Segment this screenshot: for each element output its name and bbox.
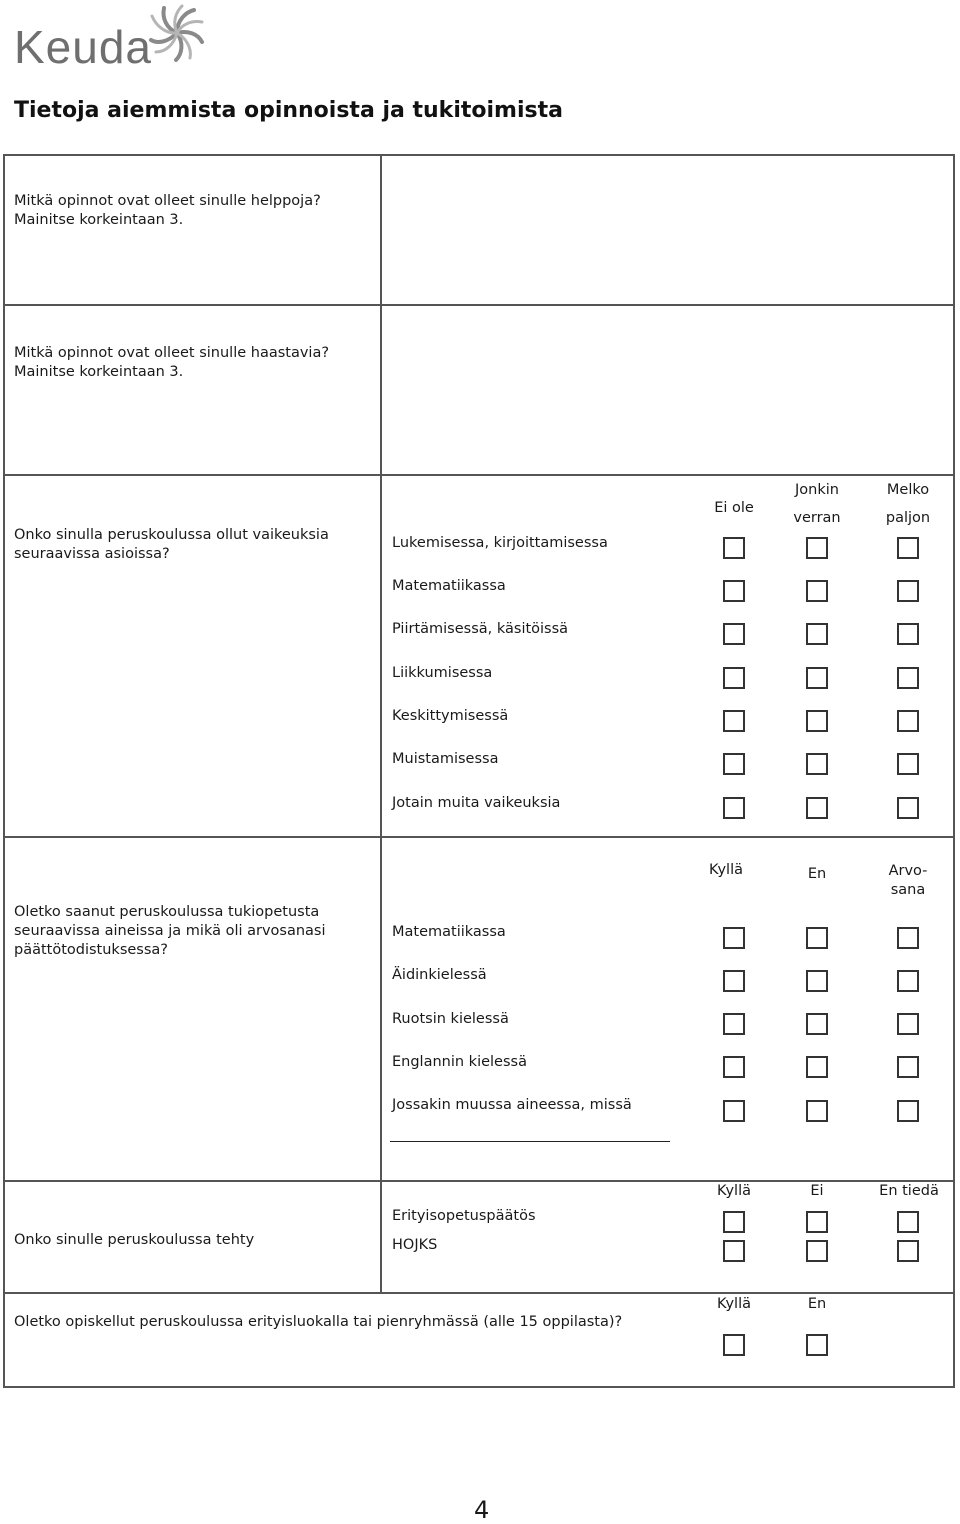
checkbox-jonkin-verran[interactable]: [806, 667, 828, 689]
checkbox-arvosana[interactable]: [897, 970, 919, 992]
checkbox-en[interactable]: [806, 927, 828, 949]
column-header-en-tieda: En tiedä: [879, 1183, 939, 1199]
checkbox-en-tieda[interactable]: [897, 1211, 919, 1233]
checkbox-kylla[interactable]: [723, 1240, 745, 1262]
difficulty-row-label: Keskittymisessä: [392, 708, 509, 724]
checkbox-jonkin-verran[interactable]: [806, 753, 828, 775]
difficulty-row-label: Jotain muita vaikeuksia: [392, 795, 561, 811]
subject-row-label: Ruotsin kielessä: [392, 1011, 509, 1027]
checkbox-arvosana[interactable]: [897, 927, 919, 949]
checkbox-ei-ole[interactable]: [723, 797, 745, 819]
subject-row-label: Jossakin muussa aineessa, missä: [392, 1097, 632, 1113]
row-divider: [3, 1180, 955, 1182]
column-divider: [380, 154, 382, 1294]
checkbox-en[interactable]: [806, 1100, 828, 1122]
checkbox-melko-paljon[interactable]: [897, 537, 919, 559]
checkbox-ei[interactable]: [806, 1240, 828, 1262]
checkbox-arvosana[interactable]: [897, 1100, 919, 1122]
checkbox-kylla[interactable]: [723, 1013, 745, 1035]
checkbox-ei-ole[interactable]: [723, 710, 745, 732]
question-special-class: Oletko opiskellut peruskoulussa erityisluokalla tai pienryhmässä (alle 15 oppilasta)?: [14, 1314, 623, 1330]
checkbox-ei-ole[interactable]: [723, 667, 745, 689]
difficulty-row-label: Piirtämisessä, käsitöissä: [392, 621, 569, 637]
logo-text: Keuda: [14, 21, 153, 73]
checkbox-kylla[interactable]: [723, 1100, 745, 1122]
checkbox-arvosana[interactable]: [897, 1013, 919, 1035]
checkbox-ei[interactable]: [806, 1211, 828, 1233]
checkbox-melko-paljon[interactable]: [897, 623, 919, 645]
difficulty-row-label: Matematiikassa: [392, 578, 506, 594]
checkbox-melko-paljon[interactable]: [897, 580, 919, 602]
difficulty-row-label: Lukemisessa, kirjoittamisessa: [392, 535, 608, 551]
decision-row-label: HOJKS: [392, 1237, 438, 1253]
swirl-logo-icon: [146, 2, 208, 64]
checkbox-arvosana[interactable]: [897, 1056, 919, 1078]
question-support-teaching: Oletko saanut peruskoulussa tukiopetusta seuraavissa aineissa ja mikä oli arvosanasi päättötodistuksessa?: [14, 904, 326, 958]
column-header-jonkin-verran: Jonkin verran: [793, 482, 841, 526]
question-difficulties: Onko sinulla peruskoulussa ollut vaikeuksia seuraavissa asioissa?: [14, 527, 329, 562]
checkbox-ei-ole[interactable]: [723, 537, 745, 559]
column-header-ei: Ei: [810, 1183, 824, 1199]
checkbox-kylla[interactable]: [723, 927, 745, 949]
page-number: 4: [474, 1496, 490, 1524]
row-divider: [3, 836, 955, 838]
subject-row-label: Matematiikassa: [392, 924, 506, 940]
checkbox-en[interactable]: [806, 1013, 828, 1035]
checkbox-en[interactable]: [806, 970, 828, 992]
checkbox-jonkin-verran[interactable]: [806, 580, 828, 602]
checkbox-kylla[interactable]: [723, 970, 745, 992]
checkbox-ei-ole[interactable]: [723, 753, 745, 775]
subject-row-label: Englannin kielessä: [392, 1054, 527, 1070]
column-header-kylla: Kyllä: [709, 862, 743, 878]
checkbox-ei-ole[interactable]: [723, 580, 745, 602]
column-header-kylla: Kyllä: [717, 1183, 751, 1199]
checkbox-melko-paljon[interactable]: [897, 667, 919, 689]
difficulty-row-label: Muistamisessa: [392, 751, 499, 767]
column-header-ei-ole: Ei ole: [714, 500, 754, 516]
checkbox-kylla[interactable]: [723, 1056, 745, 1078]
column-header-kylla: Kyllä: [717, 1296, 751, 1312]
checkbox-melko-paljon[interactable]: [897, 710, 919, 732]
question-special-decision: Onko sinulle peruskoulussa tehty: [14, 1232, 255, 1248]
checkbox-jonkin-verran[interactable]: [806, 797, 828, 819]
column-header-melko-paljon: Melko paljon: [885, 482, 931, 526]
checkbox-jonkin-verran[interactable]: [806, 710, 828, 732]
other-subject-input[interactable]: [390, 1141, 670, 1142]
column-header-en: En: [807, 1296, 827, 1312]
checkbox-en-tieda[interactable]: [897, 1240, 919, 1262]
page-title: Tietoja aiemmista opinnoista ja tukitoimista: [14, 98, 563, 123]
subject-row-label: Äidinkielessä: [392, 967, 487, 983]
question-easy-studies: Mitkä opinnot ovat olleet sinulle helppoja? Mainitse korkeintaan 3.: [14, 193, 321, 228]
answer-easy-studies[interactable]: [384, 158, 952, 302]
checkbox-kylla[interactable]: [723, 1211, 745, 1233]
checkbox-melko-paljon[interactable]: [897, 797, 919, 819]
checkbox-jonkin-verran[interactable]: [806, 537, 828, 559]
decision-row-label: Erityisopetuspäätös: [392, 1208, 536, 1224]
checkbox-en[interactable]: [806, 1056, 828, 1078]
answer-hard-studies[interactable]: [384, 308, 952, 472]
checkbox-ei-ole[interactable]: [723, 623, 745, 645]
column-header-arvosana: Arvo- sana: [888, 863, 928, 898]
column-header-en: En: [807, 866, 827, 882]
difficulty-row-label: Liikkumisessa: [392, 665, 493, 681]
checkbox-melko-paljon[interactable]: [897, 753, 919, 775]
row-divider: [3, 304, 955, 306]
row-divider: [3, 1292, 955, 1294]
question-hard-studies: Mitkä opinnot ovat olleet sinulle haastavia? Mainitse korkeintaan 3.: [14, 345, 330, 380]
checkbox-jonkin-verran[interactable]: [806, 623, 828, 645]
checkbox-en[interactable]: [806, 1334, 828, 1356]
checkbox-kylla[interactable]: [723, 1334, 745, 1356]
